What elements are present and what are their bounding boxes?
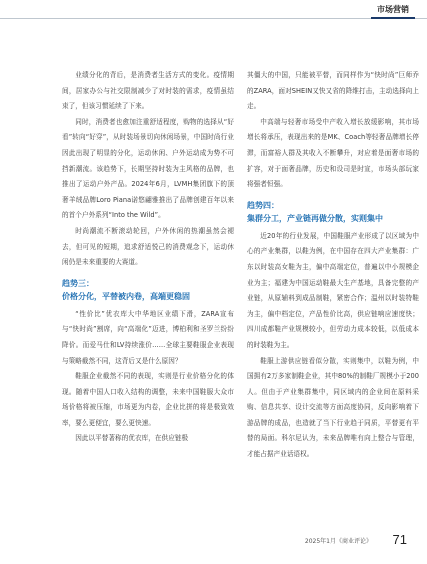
paragraph: 近20年的行业发展，中国鞋服产业形成了以区域为中心的产业集群，以鞋为例，在中国存在四大产业集群：广东以时装高女鞋为主，偏中高端定位，普遍以中小规模企业为主；福建为中国运动鞋最大生产基地，具备完整的产业链，从原辅料到成品制鞋，紧密合作；温州以时装特鞋为主，偏中档定位，产品性价比高，供应链响应速度快；四川成都鞋产业规模较小，但劳动力成本较低，以低成本的时装鞋为主。 — [247, 231, 419, 349]
paragraph: “性价比”优衣库大中华地区业绩下滑，ZARA宣布与“快时尚”割席，向“高端化”迈进，博柏利和圣罗兰纷纷降价。而爱马仕和LV持续涨价……全球主要鞋服企业表现与策略截然不同，这背后又是什么原因？ — [62, 309, 234, 365]
page-footer — [0, 532, 427, 552]
paragraph: 鞋服企业截然不同的表现，实则是行业价格分化的体现。随着中国人口收入结构的调整，未来中国鞋服大众市场价格将被压缩，市场更为内卷，企业比拼的将是极致效率，要么更便宜，要么更快速。 — [62, 372, 234, 427]
paragraph: 同时，消费者也愈加注重舒适程度，购物的选择从“好看”转向“好穿”，从时装场景切向休闲场景，中国时尚行业因此出现了明显的分化，运动休闲、户外运动成为势不可挡新潮流。该趋势下，长期坚持时装为主风格的品牌，也推出了运动户外产品。2024年6月，LVMH集团旗下的顶奢羊绒品牌Loro Piana诺悠翩雅推出了品牌创建百年以来的首个户外系列“Into the Wild”。 — [62, 117, 234, 220]
subheading-trend-3 — [62, 277, 234, 303]
header-rule — [0, 18, 427, 19]
issue-label: 2025年1月《商业评论》 — [304, 538, 372, 545]
paragraph: 时尚潮流不断滚动轮回，户外休闲的热潮虽然会褪去，但可见的短期，追求舒适悦己的消费观念下，运动休闲仍是未来重要的大赛道。 — [62, 226, 234, 267]
subheading-title: 集群分工，产业链再做分散，实则集中 — [247, 213, 383, 223]
subheading-title: 价格分化，平替被内卷，高端更稳固 — [62, 291, 190, 301]
right-column — [247, 68, 419, 463]
section-label: 市场营销 — [371, 3, 415, 17]
paragraph: 其僵大的中国，只能被平替，而同样作为“快时尚”巨师乔的ZARA，面对SHEIN又快又省的降维打击，主动选择向上走。 — [247, 71, 419, 111]
subheading-lead: 趋势四： — [247, 200, 279, 210]
subheading-trend-4 — [247, 199, 419, 225]
page-header — [0, 0, 427, 20]
paragraph: 因此以平替著称的优衣库，在供应链极 — [75, 434, 189, 443]
paragraph: 业绩分化的背后，是消费者生活方式的变化。疫情期间，居家办公与社交限制减少了对时装的需求，疫情虽结束了，但该习惯延续了下来。 — [62, 71, 234, 111]
subheading-lead: 趋势三： — [62, 278, 94, 288]
left-column — [62, 68, 234, 447]
paragraph: 中高端与轻奢市场受中产收入增长放缓影响，其市场增长将承压，表现出来的是MK、Coach等轻奢品牌增长停滞，而富裕人群及其收入不断攀升，对应着是面奢市场的扩容，对于面奢品牌，历史和设司是时宣，市场头部玩家将强者恒强。 — [247, 117, 419, 189]
paragraph: 鞋服上游供应链看似分散，实则集中，以鞋为例，中国拥有2万多家制鞋企业，其中80%的制鞋厂规模小于200人。但由于产业集群集中，同区域内的企业间在原料采购、信息共享、设计交流等方面高度协同，反向影响着下游品牌的成品，也造就了当下行业趋于同质，平替更有平替的局面。科尔尼认为，未来品牌唯有向上整合与管理，才能占据产业话语权。 — [247, 356, 419, 459]
page-number: 71 — [392, 532, 407, 547]
